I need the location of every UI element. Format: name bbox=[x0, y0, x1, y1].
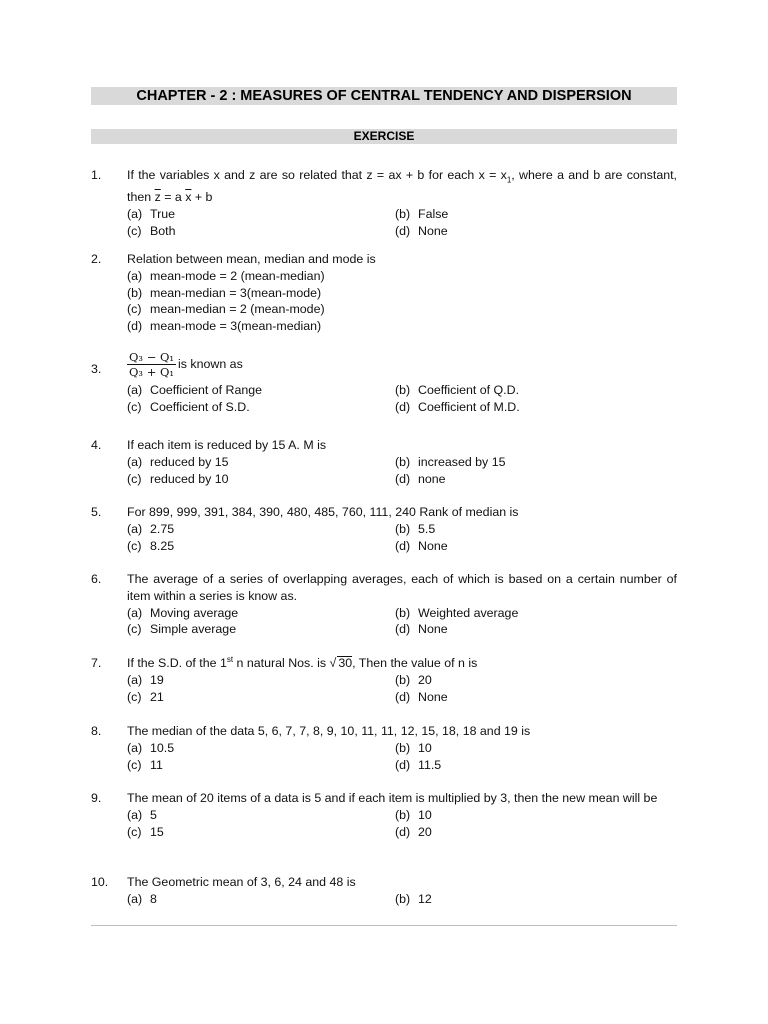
options bbox=[127, 891, 677, 908]
question-text: Relation between mean, median and mode is bbox=[127, 252, 376, 266]
footer-divider bbox=[91, 925, 677, 926]
question-number: 10. bbox=[91, 875, 109, 889]
option-a[interactable]: (a) reduced by 15 bbox=[127, 454, 229, 469]
options bbox=[127, 206, 677, 240]
question-text: If the S.D. of the 1st n natural Nos. is √ 30, Then the value of n is bbox=[127, 654, 478, 670]
question-4 bbox=[91, 437, 677, 487]
options bbox=[127, 740, 677, 774]
option-c[interactable]: (c) 15 bbox=[127, 824, 164, 839]
question-8 bbox=[91, 723, 677, 773]
question-text: The average of a series of overlapping averages, each of which is based on a certain number of item within a series is know as. bbox=[127, 572, 677, 603]
option-a[interactable]: (a) 2.75 bbox=[127, 521, 175, 536]
option-a[interactable]: (a) Coefficient of Range bbox=[127, 383, 263, 397]
question-2 bbox=[91, 251, 677, 335]
question-text: If the variables x and z are so related that z = ax + b for each $x = x_1$, where a and b are constant, then $\overline{z} = a$ $\overline{x} + b$ bbox=[127, 168, 677, 205]
option-b[interactable]: (b) 5.5 bbox=[395, 521, 436, 536]
option-c[interactable]: (c) Coefficient of S.D. bbox=[127, 399, 250, 414]
sqrt-symbol: √ bbox=[329, 656, 337, 670]
question-10 bbox=[91, 874, 677, 908]
options bbox=[127, 454, 677, 488]
question-7 bbox=[91, 655, 677, 705]
option-a[interactable]: (a) 19 bbox=[127, 672, 164, 687]
option-c[interactable]: (c) 8.25 bbox=[127, 538, 175, 553]
option-c[interactable]: (c) 21 bbox=[127, 689, 164, 704]
option-b[interactable]: (b) 10 bbox=[395, 807, 432, 822]
option-b[interactable]: (b) 20 bbox=[395, 672, 432, 687]
option-a[interactable]: (a) 8 bbox=[127, 891, 157, 906]
option-d[interactable]: (d) Coefficient of M.D. bbox=[395, 399, 520, 414]
question-number: 3. bbox=[91, 362, 102, 376]
chapter-title: CHAPTER - 2 : MEASURES OF CENTRAL TENDENCY AND DISPERSION bbox=[91, 87, 677, 105]
option-d[interactable]: (d) None bbox=[395, 622, 448, 637]
question-number: 6. bbox=[91, 572, 102, 586]
option-d[interactable]: (d) 11.5 bbox=[395, 757, 442, 772]
question-text: For 899, 999, 391, 384, 390, 480, 485, 760, 111, 240 Rank of median is bbox=[127, 505, 519, 519]
option-b[interactable]: (b) increased by 15 bbox=[395, 454, 506, 469]
options bbox=[127, 268, 677, 335]
question-number: 4. bbox=[91, 438, 102, 452]
option-b[interactable]: (b) 12 bbox=[395, 891, 432, 906]
option-a[interactable]: (a) Moving average bbox=[127, 605, 239, 620]
option-d[interactable]: (d) none bbox=[395, 471, 446, 486]
option-c[interactable]: (c) reduced by 10 bbox=[127, 471, 229, 486]
options bbox=[127, 382, 677, 416]
question-text: The mean of 20 items of a data is 5 and if each item is multiplied by 3, then the new mean will be bbox=[127, 791, 658, 805]
option-b[interactable]: (b) 10 bbox=[395, 740, 432, 755]
options bbox=[127, 672, 677, 706]
option-b[interactable]: (b) False bbox=[395, 207, 449, 222]
question-text: The Geometric mean of 3, 6, 24 and 48 is bbox=[127, 875, 356, 889]
option-a[interactable]: (a) mean-mode = 2 (mean-median) bbox=[127, 268, 325, 283]
question-text: If each item is reduced by 15 A. M is bbox=[127, 438, 327, 452]
option-c[interactable]: (c) Simple average bbox=[127, 622, 237, 637]
question-number: 9. bbox=[91, 791, 102, 805]
question-1 bbox=[91, 167, 677, 240]
option-d[interactable]: (d) mean-mode = 3(mean-median) bbox=[127, 319, 322, 334]
question-number: 2. bbox=[91, 252, 102, 266]
question-number: 7. bbox=[91, 656, 102, 670]
qd-fraction: $\frac{\text{Q₃ − Q₁}}{\text{Q₃ + Q₁}}$ bbox=[129, 350, 175, 379]
option-d[interactable]: (d) None bbox=[395, 538, 448, 553]
option-b[interactable]: (b) Coefficient of Q.D. bbox=[395, 383, 520, 397]
question-number: 8. bbox=[91, 724, 102, 738]
question-text: The median of the data 5, 6, 7, 7, 8, 9, 10, 11, 11, 12, 15, 18, 18 and 19 is bbox=[127, 724, 531, 738]
question-6 bbox=[91, 571, 677, 638]
question-number: 1. bbox=[91, 168, 102, 182]
question-5 bbox=[91, 504, 677, 554]
option-d[interactable]: (d) None bbox=[395, 223, 448, 238]
question-9 bbox=[91, 790, 677, 840]
options bbox=[127, 521, 677, 555]
option-a[interactable]: (a) 10.5 bbox=[127, 740, 175, 755]
question-text: $\frac{\text{Q₃ − Q₁}}{\text{Q₃ + Q₁}}$ is known as bbox=[129, 350, 243, 379]
option-a[interactable]: (a) True bbox=[127, 207, 176, 222]
options bbox=[127, 605, 677, 639]
options bbox=[127, 807, 677, 841]
exercise-title: EXERCISE bbox=[91, 129, 677, 144]
option-b[interactable]: (b) mean-median = 3(mean-mode) bbox=[127, 285, 322, 300]
option-d[interactable]: (d) None bbox=[395, 689, 448, 704]
option-c[interactable]: (c) 11 bbox=[127, 757, 163, 772]
question-3 bbox=[91, 350, 677, 416]
option-a[interactable]: (a) 5 bbox=[127, 807, 157, 822]
option-c[interactable]: (c) mean-median = 2 (mean-mode) bbox=[127, 302, 325, 317]
option-c[interactable]: (c) Both bbox=[127, 223, 176, 238]
question-number: 5. bbox=[91, 505, 102, 519]
option-d[interactable]: (d) 20 bbox=[395, 824, 432, 839]
option-b[interactable]: (b) Weighted average bbox=[395, 605, 519, 620]
